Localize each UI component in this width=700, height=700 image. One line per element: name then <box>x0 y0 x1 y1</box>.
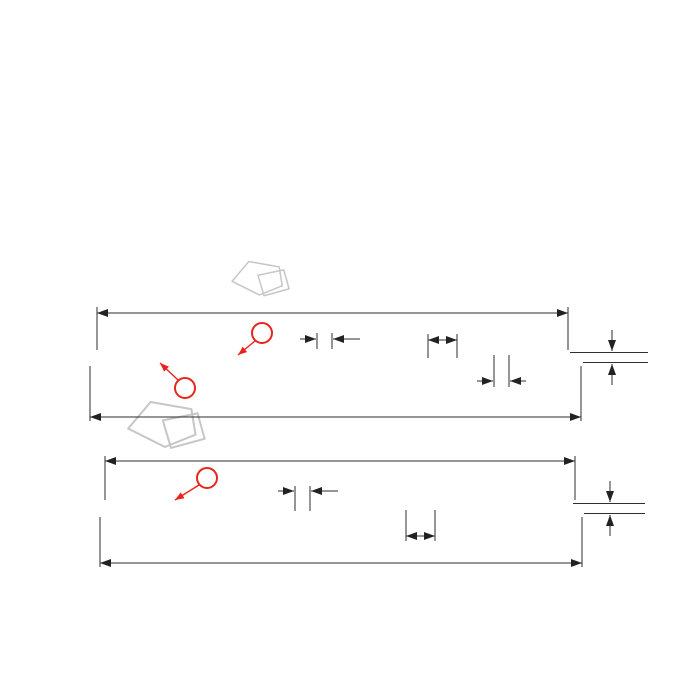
dim-height <box>573 481 645 536</box>
side-label-a <box>160 363 195 398</box>
side-label-b <box>238 323 272 355</box>
dim-overall <box>90 366 581 421</box>
dim-rib-base <box>428 334 457 358</box>
company-logo-icon <box>128 402 205 448</box>
cross-section-bottom <box>100 456 645 567</box>
dim-rib-top-right <box>477 355 526 387</box>
dim-groove-base <box>406 510 435 541</box>
dim-coverage <box>105 456 575 500</box>
dim-overall <box>100 517 582 567</box>
dim-rib-top <box>300 333 360 349</box>
side-label-r <box>175 468 217 500</box>
dim-height <box>570 330 648 385</box>
watermark-top <box>232 262 289 296</box>
watermark-bottom <box>128 402 205 448</box>
company-logo-icon <box>232 262 289 296</box>
dim-flat-width <box>278 486 338 511</box>
cross-section-top <box>90 307 648 421</box>
